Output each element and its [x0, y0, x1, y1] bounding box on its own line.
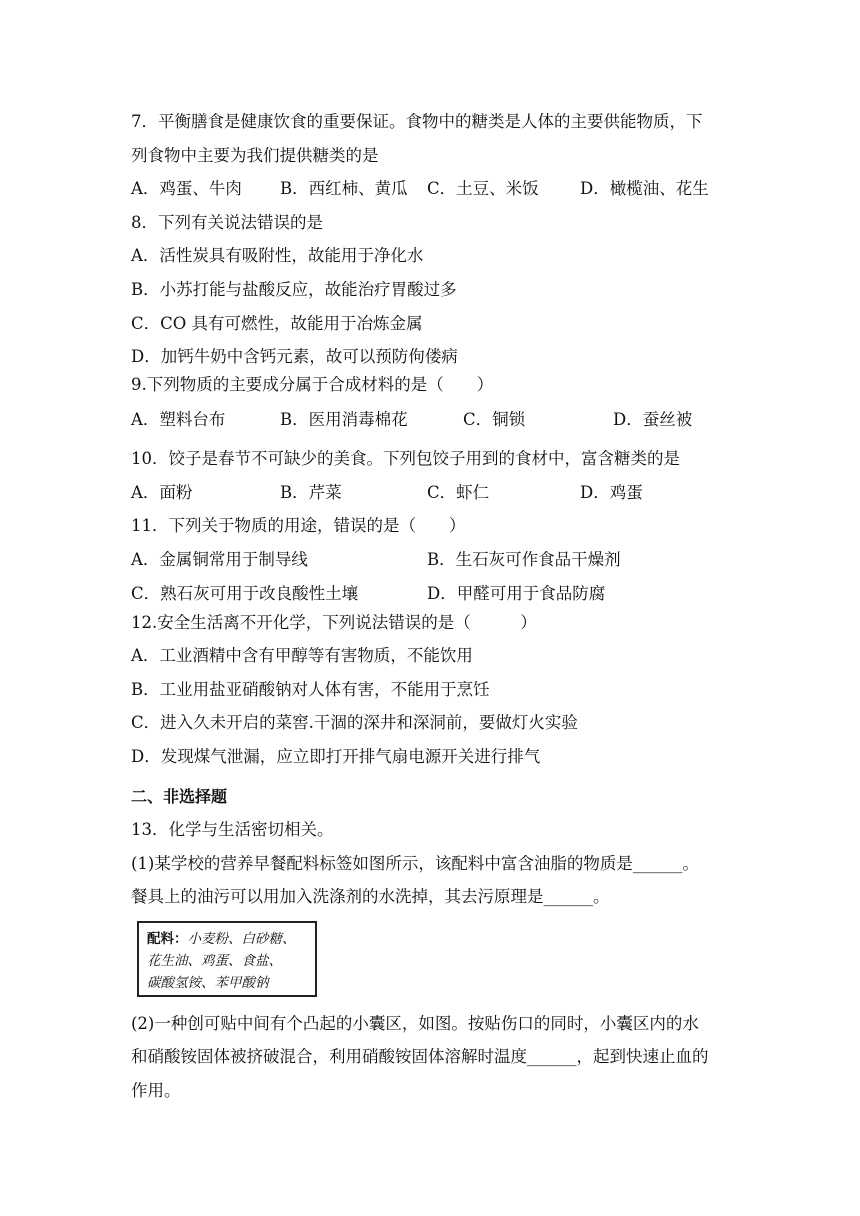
q12-option-d: D．发现煤气泄漏，应立即打开排气扇电源开关进行排气 — [131, 747, 541, 766]
q13-part1-line2: 餐具上的油污可以用加入洗涤剂的水洗掉，其去污原理是______。 — [131, 887, 610, 906]
q7-option-b: B．西红柿、黄瓜 — [280, 179, 408, 198]
q10-option-b: B．芹菜 — [280, 483, 342, 502]
q8-option-c: C．CO 具有可燃性，故能用于冶炼金属 — [131, 314, 423, 333]
section-heading: 二、非选择题 — [131, 787, 228, 806]
q8-option-b: B．小苏打能与盐酸反应，故能治疗胃酸过多 — [131, 280, 457, 299]
q7-option-a: A．鸡蛋、牛肉 — [131, 179, 242, 198]
q7-option-d: D．橄榄油、花生 — [580, 179, 709, 198]
q12-option-c: C．进入久未开启的菜窖.干涸的深井和深洞前，要做灯火实验 — [131, 713, 578, 732]
q10-option-d: D．鸡蛋 — [580, 483, 643, 502]
q12-option-b: B．工业用盐亚硝酸钠对人体有害，不能用于烹饪 — [131, 680, 490, 699]
q11-option-a: A．金属铜常用于制导线 — [131, 550, 308, 569]
ingredient-label-line1 — [147, 928, 307, 950]
q12-option-a: A．工业酒精中含有甲醇等有害物质，不能饮用 — [131, 646, 473, 665]
q13-stem: 13．化学与生活密切相关。 — [131, 820, 334, 839]
q11-option-d: D．甲醛可用于食品防腐 — [427, 584, 606, 603]
q9-option-d: D．蚕丝被 — [613, 410, 693, 429]
q10-option-c: C．虾仁 — [427, 483, 490, 502]
q7-option-c: C．土豆、米饭 — [427, 179, 539, 198]
q13-part2-line2: 和硝酸铵固体被挤破混合，利用硝酸铵固体溶解时温度______，起到快速止血的 — [131, 1047, 709, 1066]
q7-stem-line1: 7．平衡膳食是健康饮食的重要保证。食物中的糖类是人体的主要供能物质，下 — [131, 112, 703, 131]
q13-part2-line1: (2)一种创可贴中间有个凸起的小囊区，如图。按贴伤口的同时，小囊区内的水 — [131, 1014, 699, 1033]
ingredient-label-text1: 小麦粉、白砂糖、 — [187, 931, 296, 947]
ingredient-label-line2: 花生油、鸡蛋、食盐、 — [147, 953, 282, 969]
q11-stem: 11．下列关于物质的用途，错误的是（ ） — [131, 516, 466, 535]
q13-part1-line1: (1)某学校的营养早餐配料标签如图所示，该配料中富含油脂的物质是______。 — [131, 854, 699, 873]
q13-part2-line3: 作用。 — [131, 1081, 181, 1100]
q8-stem: 8．下列有关说法错误的是 — [131, 213, 323, 232]
q12-stem: 12.安全生活离不开化学，下列说法错误的是（ ） — [131, 613, 537, 632]
q10-option-a: A．面粉 — [131, 483, 193, 502]
q9-option-b: B．医用消毒棉花 — [280, 410, 408, 429]
q8-option-a: A．活性炭具有吸附性，故能用于净化水 — [131, 246, 424, 265]
q7-stem-line2: 列食物中主要为我们提供糖类的是 — [131, 146, 379, 165]
q9-stem: 9.下列物质的主要成分属于合成材料的是（ ） — [131, 375, 494, 394]
ingredient-label-key: 配料： — [147, 931, 188, 947]
q11-option-c: C．熟石灰可用于改良酸性土壤 — [131, 584, 359, 603]
ingredient-label-image — [137, 921, 317, 997]
ingredient-label-line3: 碳酸氢铵、苯甲酸钠 — [147, 975, 269, 991]
q11-option-b: B．生石灰可作食品干燥剂 — [427, 550, 621, 569]
q8-option-d: D．加钙牛奶中含钙元素，故可以预防佝偻病 — [131, 347, 458, 366]
q9-option-a: A．塑料台布 — [131, 410, 226, 429]
q9-option-c: C．铜锁 — [463, 410, 526, 429]
q10-stem: 10．饺子是春节不可缺少的美食。下列包饺子用到的食材中，富含糖类的是 — [131, 449, 680, 468]
